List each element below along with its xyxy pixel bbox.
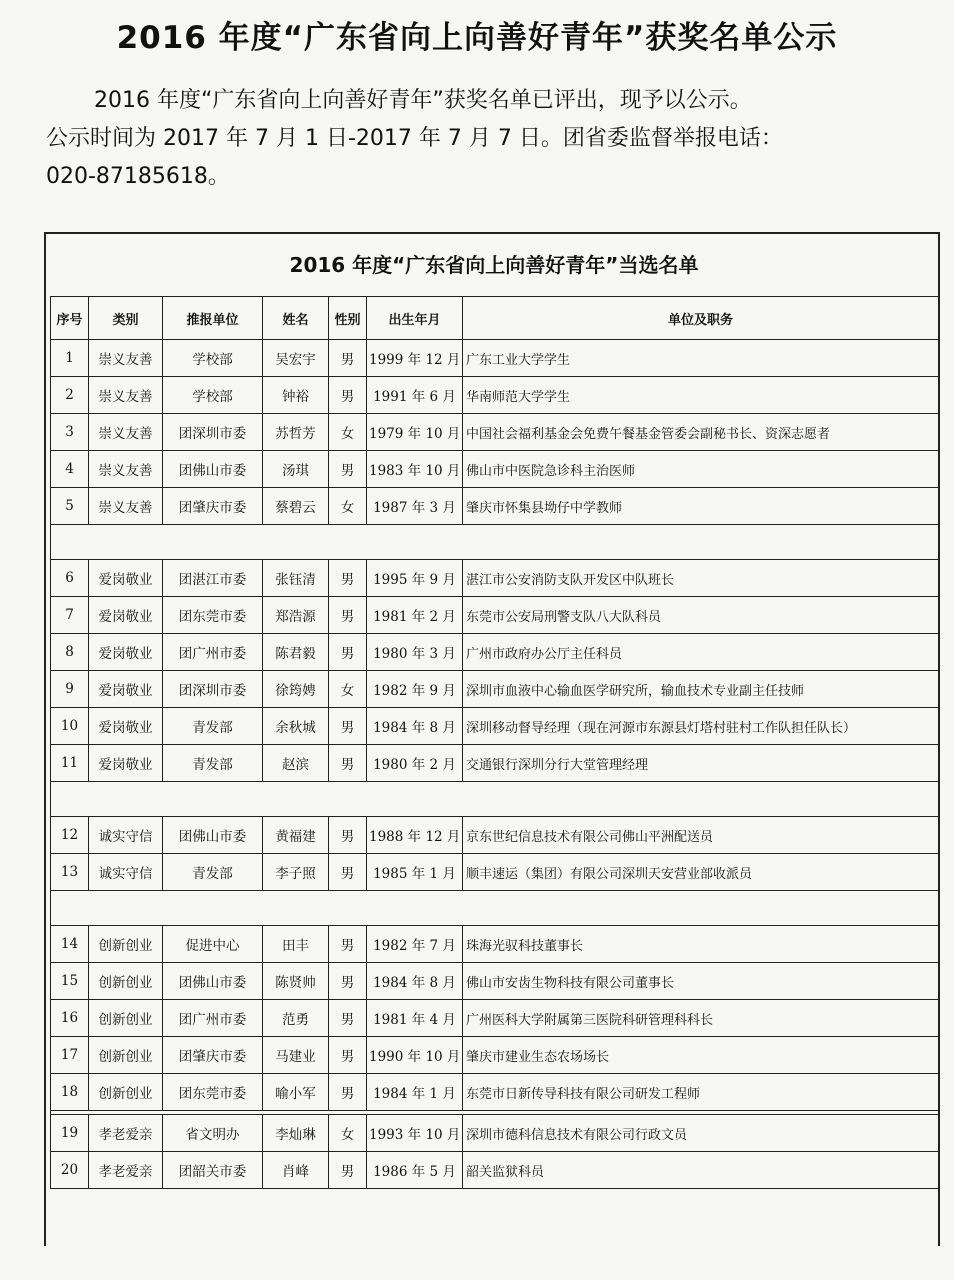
cell-name: 肖峰: [263, 1152, 329, 1189]
table-row: [51, 963, 939, 1000]
cell-index: 3: [51, 414, 89, 451]
cell-gender: 男: [329, 597, 367, 634]
table-row: [51, 560, 939, 597]
cell-category: 创新创业: [89, 1000, 163, 1037]
cell-category: 创新创业: [89, 1037, 163, 1074]
cell-nominator: 团佛山市委: [163, 817, 263, 854]
cell-index: 8: [51, 634, 89, 671]
cell-gender: 男: [329, 926, 367, 963]
cell-index: 16: [51, 1000, 89, 1037]
table-row: [51, 854, 939, 891]
intro-line-2: 公示时间为 2017 年 7 月 1 日-2017 年 7 月 7 日。团省委监督举报电话：: [46, 126, 783, 151]
cell-gender: 男: [329, 634, 367, 671]
cell-index: 2: [51, 377, 89, 414]
table-row: [51, 597, 939, 634]
cell-category: 爱岗敬业: [89, 597, 163, 634]
table-row: [51, 708, 939, 745]
cell-nominator: 团广州市委: [163, 1000, 263, 1037]
cell-position: 肇庆市建业生态农场场长: [463, 1037, 939, 1074]
header-name: 姓名: [263, 297, 329, 340]
header-row: [51, 297, 939, 340]
cell-birth: 1984 年 1 月: [367, 1074, 463, 1111]
cell-nominator: 学校部: [163, 340, 263, 377]
table-row: [51, 817, 939, 854]
cell-position: 深圳市血液中心输血医学研究所，输血技术专业副主任技师: [463, 671, 939, 708]
cell-nominator: 青发部: [163, 854, 263, 891]
cell-nominator: 团佛山市委: [163, 963, 263, 1000]
table-row: [51, 1000, 939, 1037]
table-row: [51, 745, 939, 782]
cell-birth: 1980 年 3 月: [367, 634, 463, 671]
cell-birth: 1982 年 9 月: [367, 671, 463, 708]
cell-name: 郑浩源: [263, 597, 329, 634]
category-separator-row: [51, 525, 939, 560]
cell-category: 孝老爱亲: [89, 1115, 163, 1152]
cell-birth: 1981 年 2 月: [367, 597, 463, 634]
cell-name: 李子照: [263, 854, 329, 891]
cell-position: 顺丰速运（集团）有限公司深圳天安营业部收派员: [463, 854, 939, 891]
cell-gender: 男: [329, 451, 367, 488]
cell-nominator: 团湛江市委: [163, 560, 263, 597]
cell-nominator: 学校部: [163, 377, 263, 414]
cell-name: 田丰: [263, 926, 329, 963]
cell-nominator: 青发部: [163, 708, 263, 745]
intro-line-3: 020-87185618。: [46, 164, 230, 189]
cell-index: 5: [51, 488, 89, 525]
table-row: [51, 634, 939, 671]
table-body: [51, 340, 939, 1189]
cell-gender: 男: [329, 1152, 367, 1189]
cell-name: 喻小军: [263, 1074, 329, 1111]
cell-gender: 女: [329, 1115, 367, 1152]
cell-gender: 女: [329, 414, 367, 451]
header-index: 序号: [51, 297, 89, 340]
cell-position: 深圳市德科信息技术有限公司行政文员: [463, 1115, 939, 1152]
cell-birth: 1987 年 3 月: [367, 488, 463, 525]
cell-index: 6: [51, 560, 89, 597]
cell-name: 张钰清: [263, 560, 329, 597]
cell-position: 中国社会福利基金会免费午餐基金管委会副秘书长、资深志愿者: [463, 414, 939, 451]
cell-nominator: 团肇庆市委: [163, 488, 263, 525]
table-row: [51, 1037, 939, 1074]
table-row: [51, 488, 939, 525]
cell-category: 爱岗敬业: [89, 560, 163, 597]
winners-table: [50, 296, 939, 1189]
cell-category: 爱岗敬业: [89, 634, 163, 671]
cell-position: 韶关监狱科员: [463, 1152, 939, 1189]
table-row: [51, 1074, 939, 1111]
cell-index: 1: [51, 340, 89, 377]
table-row: [51, 451, 939, 488]
cell-name: 余秋城: [263, 708, 329, 745]
cell-birth: 1980 年 2 月: [367, 745, 463, 782]
table-row: [51, 1152, 939, 1189]
cell-position: 广州医科大学附属第三医院科研管理科科长: [463, 1000, 939, 1037]
page-title: 2016 年度“广东省向上向善好青年”获奖名单公示: [116, 20, 838, 56]
cell-nominator: 团深圳市委: [163, 414, 263, 451]
cell-gender: 男: [329, 817, 367, 854]
cell-gender: 男: [329, 560, 367, 597]
table-row: [51, 926, 939, 963]
cell-gender: 男: [329, 854, 367, 891]
cell-position: 东莞市日新传导科技有限公司研发工程师: [463, 1074, 939, 1111]
cell-birth: 1981 年 4 月: [367, 1000, 463, 1037]
cell-category: 崇义友善: [89, 414, 163, 451]
cell-gender: 女: [329, 671, 367, 708]
cell-index: 14: [51, 926, 89, 963]
table-row: [51, 414, 939, 451]
cell-birth: 1982 年 7 月: [367, 926, 463, 963]
cell-index: 17: [51, 1037, 89, 1074]
intro-line-1: 2016 年度“广东省向上向善好青年”获奖名单已评出，现予以公示。: [94, 88, 752, 113]
cell-category: 孝老爱亲: [89, 1152, 163, 1189]
category-separator-row: [51, 891, 939, 926]
cell-position: 华南师范大学学生: [463, 377, 939, 414]
intro-paragraph: [46, 82, 916, 196]
cell-name: 赵滨: [263, 745, 329, 782]
separator-cell: [51, 782, 939, 817]
cell-name: 吴宏宇: [263, 340, 329, 377]
header-position: 单位及职务: [463, 297, 939, 340]
cell-category: 创新创业: [89, 963, 163, 1000]
cell-nominator: 促进中心: [163, 926, 263, 963]
separator-cell: [51, 525, 939, 560]
cell-index: 9: [51, 671, 89, 708]
cell-birth: 1979 年 10 月: [367, 414, 463, 451]
cell-name: 黄福建: [263, 817, 329, 854]
table-row: [51, 377, 939, 414]
header-birth: 出生年月: [367, 297, 463, 340]
cell-name: 陈君毅: [263, 634, 329, 671]
cell-birth: 1983 年 10 月: [367, 451, 463, 488]
cell-name: 蔡碧云: [263, 488, 329, 525]
cell-birth: 1993 年 10 月: [367, 1115, 463, 1152]
cell-index: 4: [51, 451, 89, 488]
header-nominator: 推报单位: [163, 297, 263, 340]
cell-birth: 1984 年 8 月: [367, 708, 463, 745]
cell-category: 爱岗敬业: [89, 745, 163, 782]
cell-gender: 男: [329, 1037, 367, 1074]
cell-category: 诚实守信: [89, 854, 163, 891]
cell-index: 18: [51, 1074, 89, 1111]
cell-index: 10: [51, 708, 89, 745]
cell-position: 深圳移动督导经理（现在河源市东源县灯塔村驻村工作队担任队长）: [463, 708, 939, 745]
cell-index: 13: [51, 854, 89, 891]
cell-nominator: 团韶关市委: [163, 1152, 263, 1189]
cell-category: 创新创业: [89, 926, 163, 963]
cell-birth: 1999 年 12 月: [367, 340, 463, 377]
cell-nominator: 团佛山市委: [163, 451, 263, 488]
cell-birth: 1986 年 5 月: [367, 1152, 463, 1189]
cell-nominator: 团广州市委: [163, 634, 263, 671]
cell-category: 崇义友善: [89, 340, 163, 377]
cell-nominator: 青发部: [163, 745, 263, 782]
cell-name: 范勇: [263, 1000, 329, 1037]
cell-category: 诚实守信: [89, 817, 163, 854]
table-row: [51, 1115, 939, 1152]
cell-position: 东莞市公安局刑警支队八大队科员: [463, 597, 939, 634]
header-gender: 性别: [329, 297, 367, 340]
cell-index: 7: [51, 597, 89, 634]
cell-birth: 1984 年 8 月: [367, 963, 463, 1000]
cell-index: 11: [51, 745, 89, 782]
cell-category: 崇义友善: [89, 451, 163, 488]
cell-gender: 女: [329, 488, 367, 525]
cell-nominator: 团深圳市委: [163, 671, 263, 708]
cell-category: 崇义友善: [89, 488, 163, 525]
cell-index: 15: [51, 963, 89, 1000]
table-row: [51, 340, 939, 377]
cell-nominator: 团东莞市委: [163, 1074, 263, 1111]
cell-birth: 1995 年 9 月: [367, 560, 463, 597]
cell-category: 爱岗敬业: [89, 671, 163, 708]
cell-category: 爱岗敬业: [89, 708, 163, 745]
header-category: 类别: [89, 297, 163, 340]
category-separator-row: [51, 782, 939, 817]
cell-position: 交通银行深圳分行大堂管理经理: [463, 745, 939, 782]
cell-birth: 1985 年 1 月: [367, 854, 463, 891]
cell-gender: 男: [329, 745, 367, 782]
cell-name: 汤琪: [263, 451, 329, 488]
cell-position: 京东世纪信息技术有限公司佛山平洲配送员: [463, 817, 939, 854]
table-row: [51, 671, 939, 708]
cell-name: 钟裕: [263, 377, 329, 414]
table-title: 2016 年度“广东省向上向善好青年”当选名单: [289, 253, 699, 277]
cell-nominator: 省文明办: [163, 1115, 263, 1152]
cell-index: 19: [51, 1115, 89, 1152]
cell-birth: 1988 年 12 月: [367, 817, 463, 854]
cell-name: 苏哲芳: [263, 414, 329, 451]
cell-gender: 男: [329, 708, 367, 745]
cell-position: 肇庆市怀集县坳仔中学教师: [463, 488, 939, 525]
cell-nominator: 团肇庆市委: [163, 1037, 263, 1074]
cell-position: 湛江市公安消防支队开发区中队班长: [463, 560, 939, 597]
cell-gender: 男: [329, 340, 367, 377]
cell-nominator: 团东莞市委: [163, 597, 263, 634]
cell-position: 佛山市中医院急诊科主治医师: [463, 451, 939, 488]
cell-birth: 1991 年 6 月: [367, 377, 463, 414]
cell-position: 佛山市安齿生物科技有限公司董事长: [463, 963, 939, 1000]
cell-name: 马建业: [263, 1037, 329, 1074]
table-header: [51, 297, 939, 340]
cell-position: 广东工业大学学生: [463, 340, 939, 377]
cell-name: 李灿琳: [263, 1115, 329, 1152]
cell-name: 陈贤帅: [263, 963, 329, 1000]
cell-position: 广州市政府办公厅主任科员: [463, 634, 939, 671]
cell-index: 12: [51, 817, 89, 854]
cell-birth: 1990 年 10 月: [367, 1037, 463, 1074]
separator-cell: [51, 891, 939, 926]
cell-index: 20: [51, 1152, 89, 1189]
cell-gender: 男: [329, 1000, 367, 1037]
cell-category: 崇义友善: [89, 377, 163, 414]
cell-name: 徐筠娉: [263, 671, 329, 708]
cell-category: 创新创业: [89, 1074, 163, 1111]
cell-gender: 男: [329, 1074, 367, 1111]
cell-gender: 男: [329, 963, 367, 1000]
cell-gender: 男: [329, 377, 367, 414]
cell-position: 珠海光驭科技董事长: [463, 926, 939, 963]
